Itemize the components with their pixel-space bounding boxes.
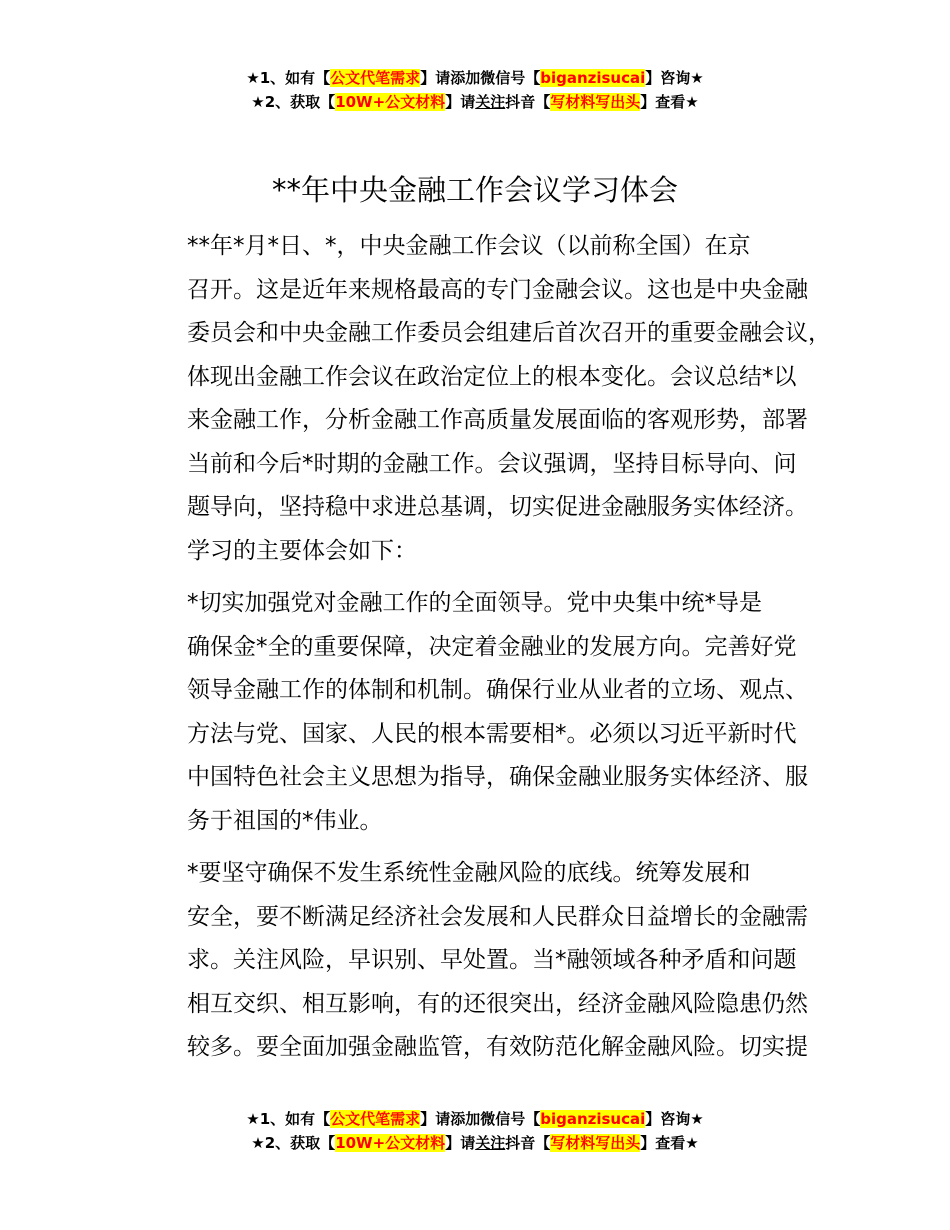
banner-highlight: 写材料写出头 (550, 1134, 641, 1152)
wechat-id-highlight: biganzisucai (540, 69, 646, 87)
text-line: 务于祖国的*伟业。 (187, 807, 383, 834)
text-line: 来金融工作，分析金融工作高质量发展面临的客观形势，部署 (187, 407, 808, 433)
paragraph (140, 582, 830, 843)
text-line: **年*月*日、*，中央金融工作会议（以前称全国）在京 (187, 233, 751, 259)
banner-line-1 (0, 66, 950, 90)
text-line: 领导金融工作的体制和机制。确保行业从业者的立场、观点、 (187, 677, 808, 703)
text-line: 体现出金融工作会议在政治定位上的根本变化。会议总结*以 (187, 363, 797, 390)
text-line: 安全，要不断满足经济社会发展和人民群众日益增长的金融需 (187, 903, 808, 930)
banner-underlined-text: 关注 (475, 1134, 506, 1152)
text-line: 召开。这是近年来规格最高的专门金融会议。这也是中央金融 (187, 276, 808, 303)
banner-text: ★2、获取【 (251, 1134, 336, 1152)
text-line: *切实加强党对金融工作的全面领导。党中央集中统*导是 (187, 590, 762, 616)
text-line: 题导向，坚持稳中求进总基调，切实促进金融服务实体经济。 (187, 494, 808, 520)
banner-text: 】请 (445, 93, 476, 111)
banner-text: 】请添加微信号【 (420, 69, 541, 87)
banner-highlight: 公文代笔需求 (330, 1110, 421, 1128)
text-line: *要坚守确保不发生系统性金融风险的底线。统筹发展和 (187, 860, 751, 886)
document-title: **年中央金融工作会议学习体会 (271, 173, 678, 207)
banner-underlined-text: 关注 (475, 93, 506, 111)
text-line: 中国特色社会主义思想为指导，确保金融业服务实体经济、服 (187, 764, 808, 790)
text-line: 学习的主要体会如下： (187, 537, 417, 564)
text-line: 较多。要全面加强金融监管，有效防范化解金融风险。切实提 (187, 1034, 808, 1060)
wechat-id-highlight: biganzisucai (540, 1110, 646, 1128)
header-banner (0, 66, 950, 114)
banner-highlight: 公文代笔需求 (330, 69, 421, 87)
banner-text: 】咨询★ (645, 1110, 704, 1128)
banner-text: 抖音【 (505, 1134, 551, 1152)
text-line: 当前和今后*时期的金融工作。会议强调，坚持目标导向、问 (187, 450, 797, 477)
banner-text: ★1、如有【 (246, 1110, 331, 1128)
banner-text: 】查看★ (640, 93, 699, 111)
text-line: 求。关注风险，早识别、早处置。当*融领域各种矛盾和问题 (187, 947, 797, 973)
text-line: 委员会和中央金融工作委员会组建后首次召开的重要金融会议， (187, 320, 831, 346)
banner-text: 】请添加微信号【 (420, 1110, 541, 1128)
banner-line-2 (0, 90, 950, 114)
text-line: 确保金*全的重要保障，决定着金融业的发展方向。完善好党 (187, 633, 797, 660)
banner-text: 】咨询★ (645, 69, 704, 87)
banner-text: 】查看★ (640, 1134, 699, 1152)
banner-line-2 (0, 1131, 950, 1155)
paragraph (140, 225, 830, 573)
banner-text: ★2、获取【 (251, 93, 336, 111)
text-line: 方法与党、国家、人民的根本需要相*。必须以习近平新时代 (187, 720, 797, 747)
banner-text: ★1、如有【 (246, 69, 331, 87)
banner-highlight: 写材料写出头 (550, 93, 641, 111)
document-body (140, 225, 830, 1070)
footer-banner (0, 1107, 950, 1155)
banner-highlight: 10W+公文材料 (335, 93, 446, 111)
banner-highlight: 10W+公文材料 (335, 1134, 446, 1152)
paragraph (140, 852, 830, 1070)
banner-text: 抖音【 (505, 93, 551, 111)
text-line: 相互交织、相互影响，有的还很突出，经济金融风险隐患仍然 (187, 990, 808, 1017)
banner-text: 】请 (445, 1134, 476, 1152)
banner-line-1 (0, 1107, 950, 1131)
